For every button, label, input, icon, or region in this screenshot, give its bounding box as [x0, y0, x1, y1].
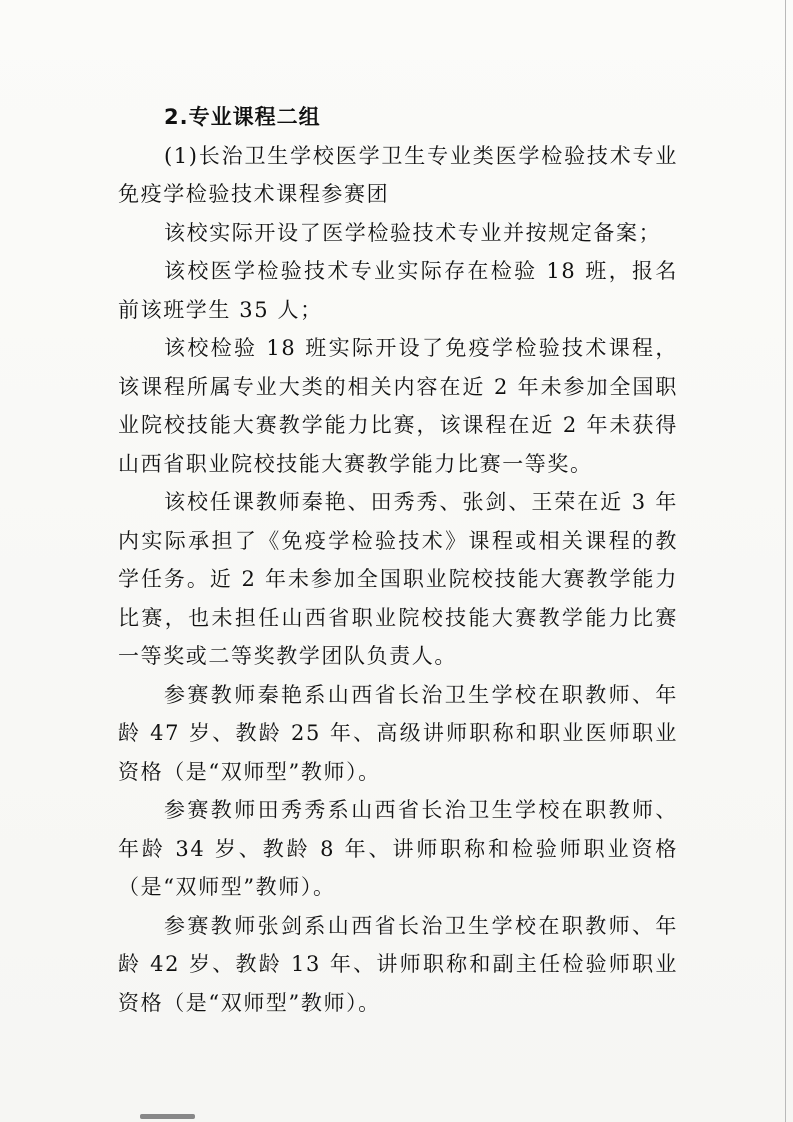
paragraph-major-filing: 该校实际开设了医学检验技术专业并按规定备案；	[164, 220, 662, 245]
paragraph-teacher-tian-xiuxiu: 参赛教师田秀秀系山西省长治卫生学校在职教师、年龄 34 岁、教龄 8 年、讲师职称和检验师职业资格（是“双师型”教师）。	[118, 798, 678, 899]
section-heading: 2.专业课程二组	[164, 105, 321, 129]
paragraph-class-size: 该校医学检验技术专业实际存在检验 18 班，报名前该班学生 35 人；	[118, 259, 678, 322]
paragraph-team-title: (1)长治卫生学校医学卫生专业类医学检验技术专业免疫学检验技术课程参赛团	[118, 143, 678, 206]
scan-bottom-mark	[140, 1114, 195, 1119]
document-body	[118, 98, 678, 1022]
paragraph-course-eligibility: 该校检验 18 班实际开设了免疫学检验技术课程，该课程所属专业大类的相关内容在近 2 年未参加全国职业院校技能大赛教学能力比赛，该课程在近 2 年未获得山西省职业院校技能大赛教学能力比赛一等奖。	[118, 336, 678, 476]
paragraph-teacher-qin-yan: 参赛教师秦艳系山西省长治卫生学校在职教师、年龄 47 岁、教龄 25 年、高级讲师职称和职业医师职业资格（是“双师型”教师）。	[118, 682, 678, 784]
paragraph-teachers-eligibility: 该校任课教师秦艳、田秀秀、张剑、王荣在近 3 年内实际承担了《免疫学检验技术》课程或相关课程的教学任务。近 2 年未参加全国职业院校技能大赛教学能力比赛，也未担任山西省职业院校技能大赛教学能力比赛一等奖或二等奖教学团队负责人。	[118, 490, 678, 668]
scan-edge-line	[785, 0, 786, 1122]
paragraph-teacher-zhang-jian: 参赛教师张剑系山西省长治卫生学校在职教师、年龄 42 岁、教龄 13 年、讲师职称和副主任检验师职业资格（是“双师型”教师）。	[118, 913, 678, 1015]
